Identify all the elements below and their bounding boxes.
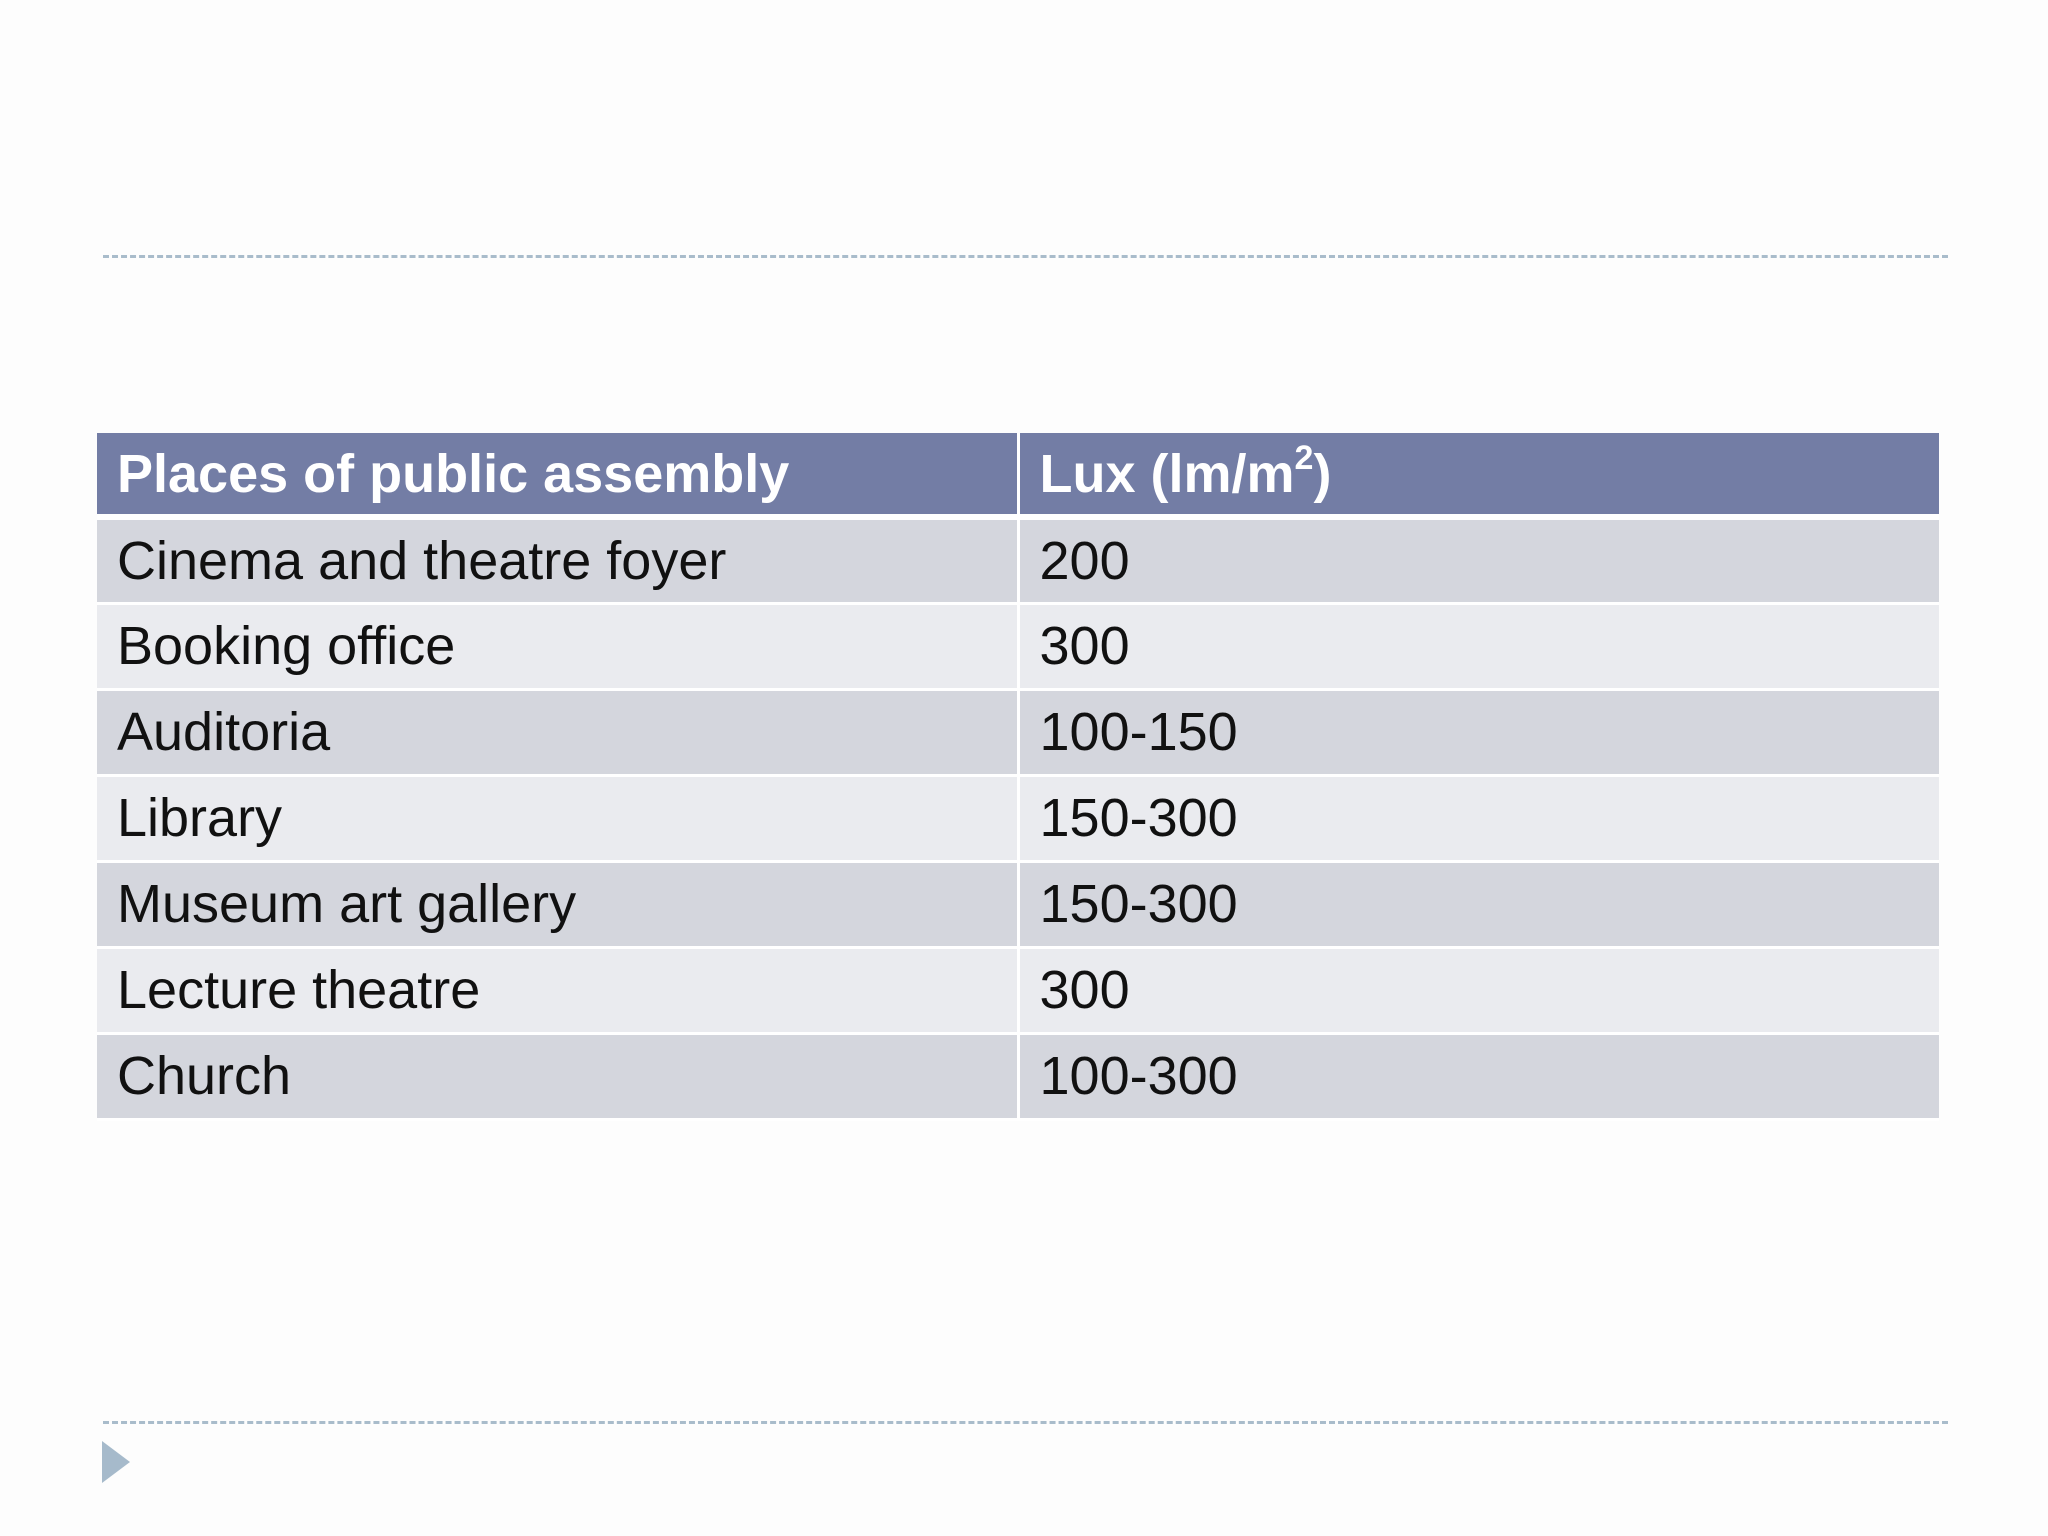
triangle-right-icon [102,1441,130,1483]
place-cell: Library [97,775,1018,861]
table-header-row [97,433,1939,517]
place-cell: Museum art gallery [97,861,1018,947]
bottom-divider [103,1421,1948,1424]
top-divider [103,255,1948,258]
header-lux [1018,433,1939,517]
table-row [97,775,1939,861]
place-cell: Booking office [97,603,1018,689]
place-cell: Auditoria [97,689,1018,775]
lux-cell: 200 [1018,517,1939,603]
lux-cell: 300 [1018,603,1939,689]
table-row [97,1033,1939,1119]
place-cell: Lecture theatre [97,947,1018,1033]
place-cell: Cinema and theatre foyer [97,517,1018,603]
header-lux-prefix: Lux (lm/m [1039,443,1295,504]
table-row [97,689,1939,775]
place-cell: Church [97,1033,1018,1119]
lux-table [97,433,1939,1121]
lux-cell: 150-300 [1018,775,1939,861]
header-lux-suffix: ) [1313,443,1332,504]
table-row [97,861,1939,947]
lux-cell: 100-150 [1018,689,1939,775]
lux-cell: 150-300 [1018,861,1939,947]
table-row [97,603,1939,689]
table-row [97,517,1939,603]
lux-cell: 300 [1018,947,1939,1033]
header-lux-superscript: 2 [1294,438,1314,477]
header-place: Places of public assembly [97,433,1018,517]
table-row [97,947,1939,1033]
lux-cell: 100-300 [1018,1033,1939,1119]
